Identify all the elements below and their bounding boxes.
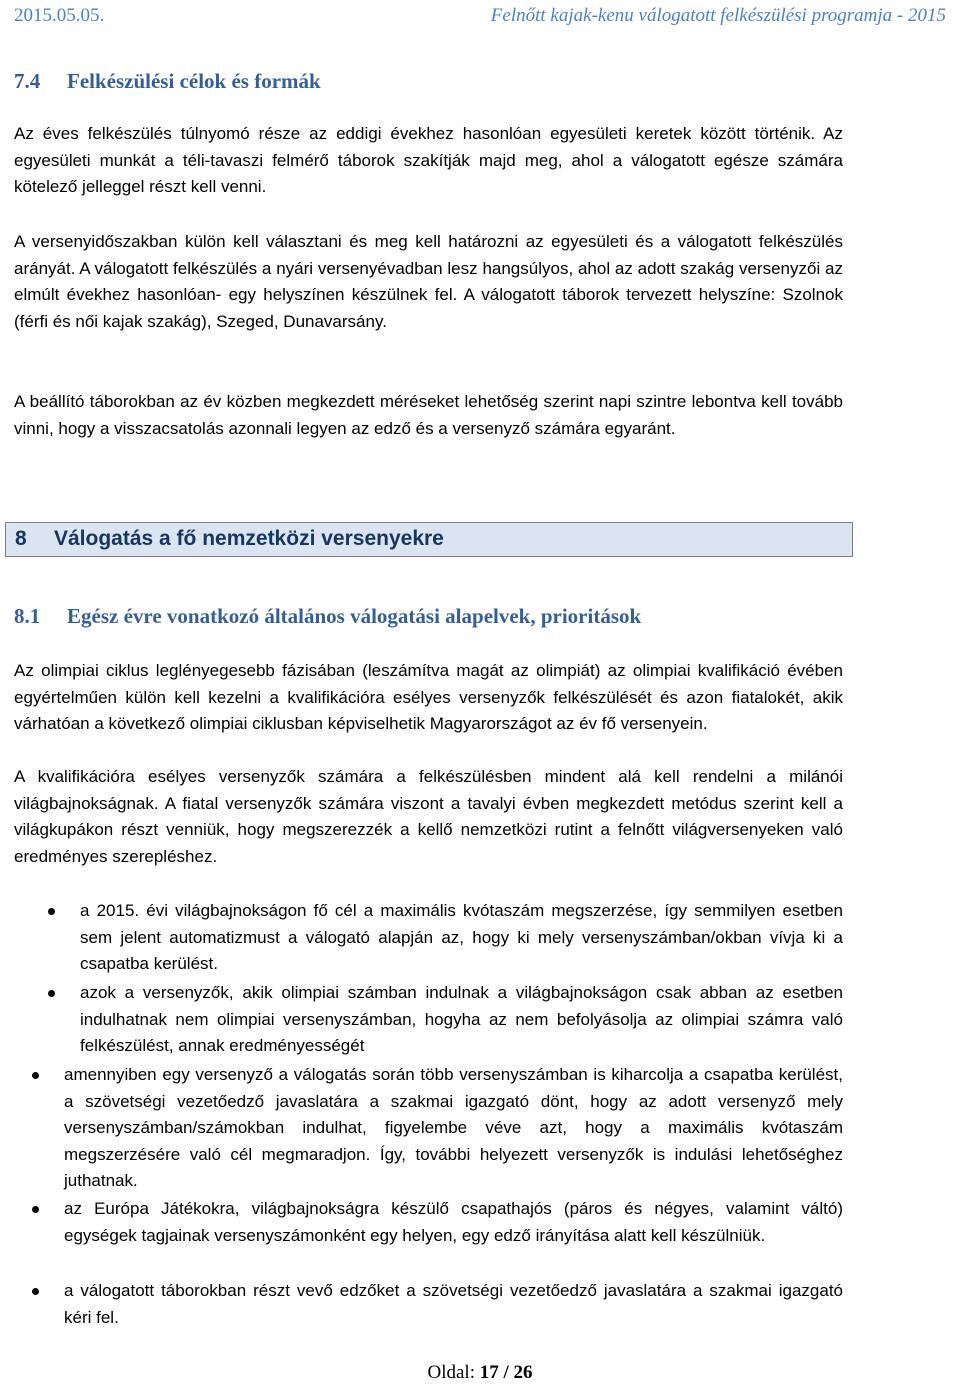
heading-8-1-number: 8.1: [14, 604, 41, 628]
list-item-text: az Európa Játékokra, világbajnokságra készülő csapathajós (páros és négyes, valamint váltó) egységek tagjainak versenyszámonként egy helyen, egy edző irányítása alatt kell készülniük.: [64, 1199, 843, 1245]
heading-7-4-title: Felkészülési célok és formák: [67, 69, 321, 93]
heading-8-box: [5, 522, 853, 557]
paragraph-7-4-2: A versenyidőszakban külön kell választani és meg kell határozni az egyesületi és a válogatott felkészülés arányát. A válogatott felkészülés a nyári versenyévadban lesz hangsúlyos, ahol az adott szakág versenyzői az elmúlt évekhez hasonlóan- egy helyszínen készülnek fel. A válogatott táborok tervezett helyszíne: Szolnok (férfi és női kajak szakág), Szeged, Dunavarsány.: [14, 232, 843, 331]
footer-page-total: 26: [513, 1362, 533, 1383]
list-item-text: amennyiben egy versenyző a válogatás során több versenyszámban is kiharcolja a csapatba kerülést, a szövetségi vezetőedző javaslatára a szakmai igazgató dönt, hogy az adott versenyző mely versenyszámban/számokban indulhat, figyelembe véve azt, hogy a maximális kvótaszám megszerzésére való cél megmaradjon. Így, további helyezett versenyzők is indulási lehetőséghez juthatnak.: [64, 1065, 843, 1190]
bullet-dot-icon: [32, 1206, 39, 1213]
list-item: [64, 1278, 843, 1331]
heading-8-number: 8: [15, 527, 27, 550]
list-item-text: a 2015. évi világbajnokságon fő cél a maximális kvótaszám megszerzése, így semmilyen esetben sem jelent automatizmust a válogató alapján az, hogy ki mely versenyszámban/okban vívja ki a csapatba kerülést.: [80, 901, 843, 973]
heading-7-4-number: 7.4: [14, 69, 41, 93]
heading-7-4: [14, 69, 321, 94]
list-item: [64, 1196, 843, 1249]
heading-8-1-title: Egész évre vonatkozó általános válogatási alapelvek, prioritások: [67, 604, 642, 628]
paragraph-7-4-3: A beállító táborokban az év közben megkezdett méréseket lehetőség szerint napi szintre lebontva kell tovább vinni, hogy a visszacsatolás azonnali legyen az edző és a versenyző számára egyaránt.: [14, 392, 843, 438]
bullet-dot-icon: [32, 1288, 39, 1295]
paragraph-7-4-1: Az éves felkészülés túlnyomó része az eddigi évekhez hasonlóan egyesületi keretek között történik. Az egyesületi munkát a téli-tavaszi felmérő táborok szakítják majd meg, ahol a válogatott egésze számára kötelező jelleggel részt kell venni.: [14, 124, 843, 196]
heading-8-1: [14, 604, 641, 629]
paragraph-8-1-1: Az olimpiai ciklus leglényegesebb fázisában (leszámítva magát az olimpiát) az olimpiai kvalifikáció évében egyértelműen külön kell kezelni a kvalifikációra esélyes versenyzők felkészülését és azon fiatalokét, akik várhatóan a következő olimpiai ciklusban képviselhetik Magyarországot az év fő versenyein.: [14, 661, 843, 733]
list-item: [64, 1062, 843, 1195]
list-item: [80, 898, 843, 978]
header-date: 2015.05.05.: [14, 5, 105, 26]
page-footer: [0, 1362, 960, 1384]
footer-separator: /: [503, 1362, 509, 1383]
list-item: [80, 980, 843, 1060]
bullet-dot-icon: [32, 1072, 39, 1079]
heading-8: [15, 527, 444, 551]
list-item-text: azok a versenyzők, akik olimpiai számban indulnak a világbajnokságon csak abban az esetben indulhatnak nem olimpiai versenyszámban, hogyha az nem befolyásolja az olimpiai számra való felkészülést, annak eredményességét: [80, 983, 843, 1055]
bullet-dot-icon: [48, 908, 55, 915]
footer-page-number: 17: [479, 1362, 499, 1383]
footer-label: Oldal:: [427, 1362, 475, 1383]
page-header: [0, 0, 960, 36]
paragraph-8-1-2: A kvalifikációra esélyes versenyzők számára a felkészülésben mindent alá kell rendelni a milánói világbajnokságnak. A fiatal versenyzők számára viszont a tavalyi évben megkezdett metódus szerint kell a világkupákon részt venniük, hogy megszerezzék a kellő nemzetközi rutint a felnőtt világversenyeken való eredményes szerepléshez.: [14, 767, 843, 866]
header-document-title: Felnőtt kajak-kenu válogatott felkészülési programja - 2015: [490, 5, 946, 26]
list-item-text: a válogatott táborokban részt vevő edzőket a szövetségi vezetőedző javaslatára a szakmai igazgató kéri fel.: [64, 1281, 843, 1327]
bullet-dot-icon: [48, 990, 55, 997]
heading-8-title: Válogatás a fő nemzetközi versenyekre: [54, 527, 444, 550]
